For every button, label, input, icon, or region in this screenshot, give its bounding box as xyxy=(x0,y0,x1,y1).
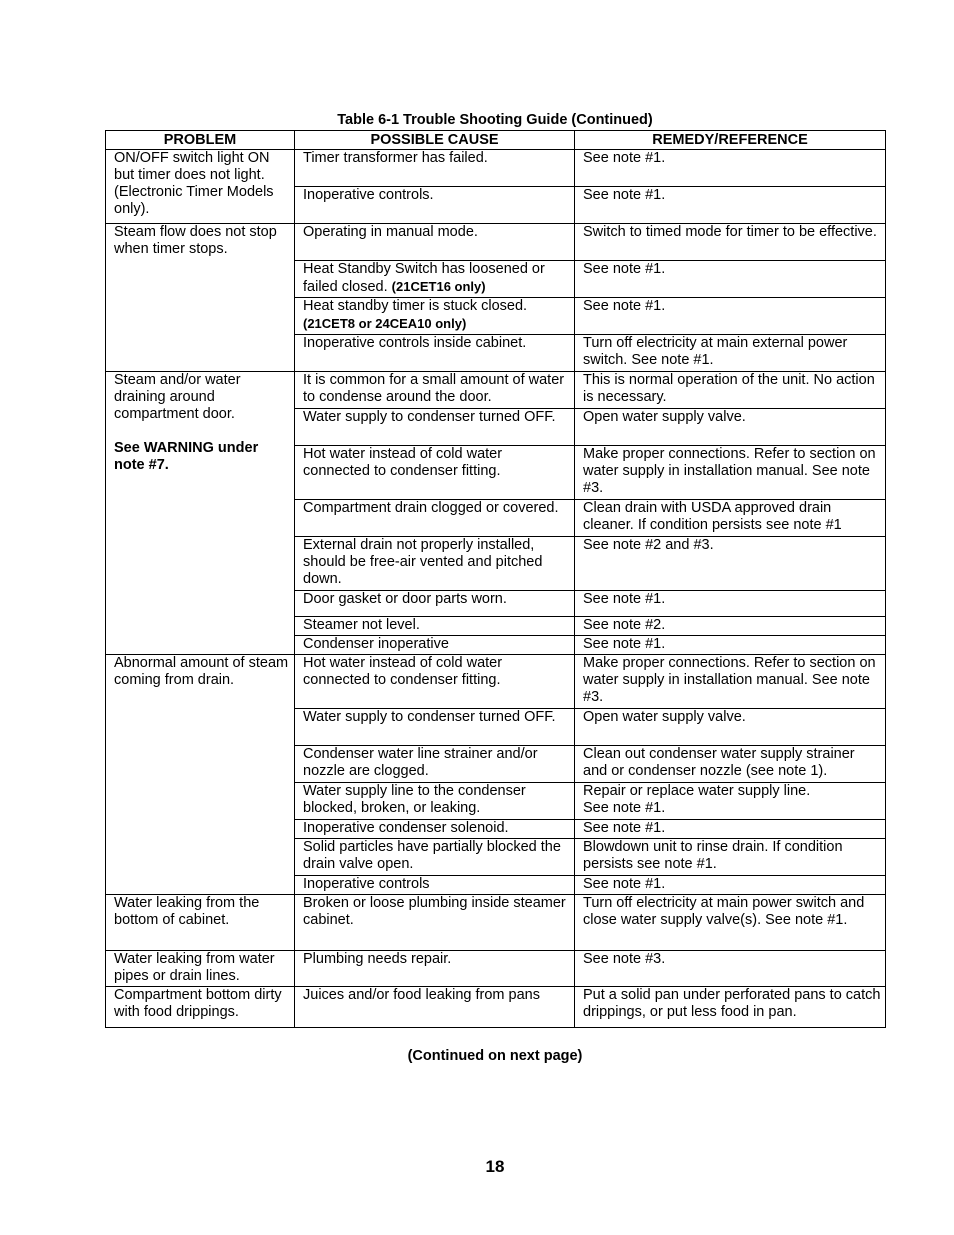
cause-cell: Door gasket or door parts worn. xyxy=(295,591,575,617)
remedy-cell: See note #2. xyxy=(575,617,886,636)
remedy-cell: See note #1. xyxy=(575,876,886,895)
remedy-cell: See note #1. xyxy=(575,820,886,839)
cause-text: Heat standby timer is stuck closed. xyxy=(303,298,528,314)
problem-cell: Abnormal amount of steam coming from drain. xyxy=(106,655,295,895)
problem-cell: Water leaking from water pipes or drain lines. xyxy=(106,951,295,987)
model-note: (21CET16 only) xyxy=(391,279,486,294)
remedy-cell: Open water supply valve. xyxy=(575,409,886,446)
table-caption: Table 6-1 Trouble Shooting Guide (Continued) xyxy=(337,112,653,128)
cause-cell xyxy=(295,261,575,298)
remedy-cell: See note #1. xyxy=(575,591,886,617)
cause-cell: Hot water instead of cold water connected to condenser fitting. xyxy=(295,446,575,500)
remedy-cell: See note #2 and #3. xyxy=(575,537,886,591)
remedy-cell: Turn off electricity at main external power switch. See note #1. xyxy=(575,335,886,372)
cause-cell: Timer transformer has failed. xyxy=(295,150,575,187)
warning-reference: See WARNING under note #7. xyxy=(114,440,259,473)
remedy-cell: Clean drain with USDA approved drain cleaner. If condition persists see note #1 xyxy=(575,500,886,537)
remedy-cell: See note #1. xyxy=(575,261,886,298)
problem-cell: Compartment bottom dirty with food drippings. xyxy=(106,987,295,1028)
remedy-cell xyxy=(575,783,886,820)
table-row xyxy=(106,951,886,987)
remedy-cell: See note #1. xyxy=(575,150,886,187)
cause-cell: Inoperative controls inside cabinet. xyxy=(295,335,575,372)
cause-cell: Inoperative condenser solenoid. xyxy=(295,820,575,839)
cause-cell: Water supply line to the condenser blocked, broken, or leaking. xyxy=(295,783,575,820)
remedy-text: Repair or replace water supply line. xyxy=(583,783,811,799)
remedy-cell: Switch to timed mode for timer to be effective. xyxy=(575,224,886,261)
remedy-cell: Turn off electricity at main power switch and close water supply valve(s). See note #1. xyxy=(575,895,886,951)
cause-cell: Operating in manual mode. xyxy=(295,224,575,261)
cause-cell: Condenser water line strainer and/or nozzle are clogged. xyxy=(295,746,575,783)
remedy-cell: Clean out condenser water supply strainer and or condenser nozzle (see note 1). xyxy=(575,746,886,783)
problem-cell: ON/OFF switch light ON but timer does not light. (Electronic Timer Models only). xyxy=(106,150,295,224)
cause-cell: Water supply to condenser turned OFF. xyxy=(295,709,575,746)
table-row xyxy=(106,987,886,1028)
model-note: (21CET8 or 24CEA10 only) xyxy=(303,316,467,331)
problem-text: Steam and/or water draining around compartment door. xyxy=(114,372,241,422)
remedy-cell: This is normal operation of the unit. No action is necessary. xyxy=(575,372,886,409)
cause-cell: Broken or loose plumbing inside steamer cabinet. xyxy=(295,895,575,951)
remedy-cell: See note #1. xyxy=(575,298,886,335)
remedy-cell: Open water supply valve. xyxy=(575,709,886,746)
remedy-cell: See note #3. xyxy=(575,951,886,987)
remedy-cell: Put a solid pan under perforated pans to catch drippings, or put less food in pan. xyxy=(575,987,886,1028)
table-row xyxy=(106,224,886,261)
cause-cell: Inoperative controls. xyxy=(295,187,575,224)
cause-cell: Hot water instead of cold water connected to condenser fitting. xyxy=(295,655,575,709)
cause-cell: Juices and/or food leaking from pans xyxy=(295,987,575,1028)
table-row xyxy=(106,372,886,409)
header-problem: PROBLEM xyxy=(106,131,295,150)
remedy-cell: Blowdown unit to rinse drain. If condition persists see note #1. xyxy=(575,839,886,876)
remedy-cell: See note #1. xyxy=(575,636,886,655)
cause-cell: It is common for a small amount of water to condense around the door. xyxy=(295,372,575,409)
header-row xyxy=(106,131,886,150)
cause-cell: Inoperative controls xyxy=(295,876,575,895)
remedy-text: See note #1. xyxy=(583,800,666,816)
trouble-shooting-table xyxy=(105,130,886,1028)
header-cause: POSSIBLE CAUSE xyxy=(295,131,575,150)
header-remedy: REMEDY/REFERENCE xyxy=(575,131,886,150)
cause-cell: Plumbing needs repair. xyxy=(295,951,575,987)
cause-cell: Compartment drain clogged or covered. xyxy=(295,500,575,537)
cause-text: Heat Standby Switch has loosened or failed closed. xyxy=(303,261,545,295)
problem-cell: Water leaking from the bottom of cabinet. xyxy=(106,895,295,951)
cause-cell: Steamer not level. xyxy=(295,617,575,636)
cause-cell: Solid particles have partially blocked the drain valve open. xyxy=(295,839,575,876)
problem-cell xyxy=(106,372,295,655)
remedy-cell: Make proper connections. Refer to section on water supply in installation manual. See note #3. xyxy=(575,655,886,709)
problem-cell: Steam flow does not stop when timer stops. xyxy=(106,224,295,372)
page-number: 18 xyxy=(485,1157,505,1176)
cause-cell: Condenser inoperative xyxy=(295,636,575,655)
table-row xyxy=(106,895,886,951)
cause-cell xyxy=(295,298,575,335)
table-row xyxy=(106,655,886,709)
table-row xyxy=(106,150,886,187)
remedy-cell: See note #1. xyxy=(575,187,886,224)
cause-cell: Water supply to condenser turned OFF. xyxy=(295,409,575,446)
cause-cell: External drain not properly installed, should be free-air vented and pitched down. xyxy=(295,537,575,591)
remedy-cell: Make proper connections. Refer to section on water supply in installation manual. See note #3. xyxy=(575,446,886,500)
continued-note: (Continued on next page) xyxy=(407,1048,583,1064)
